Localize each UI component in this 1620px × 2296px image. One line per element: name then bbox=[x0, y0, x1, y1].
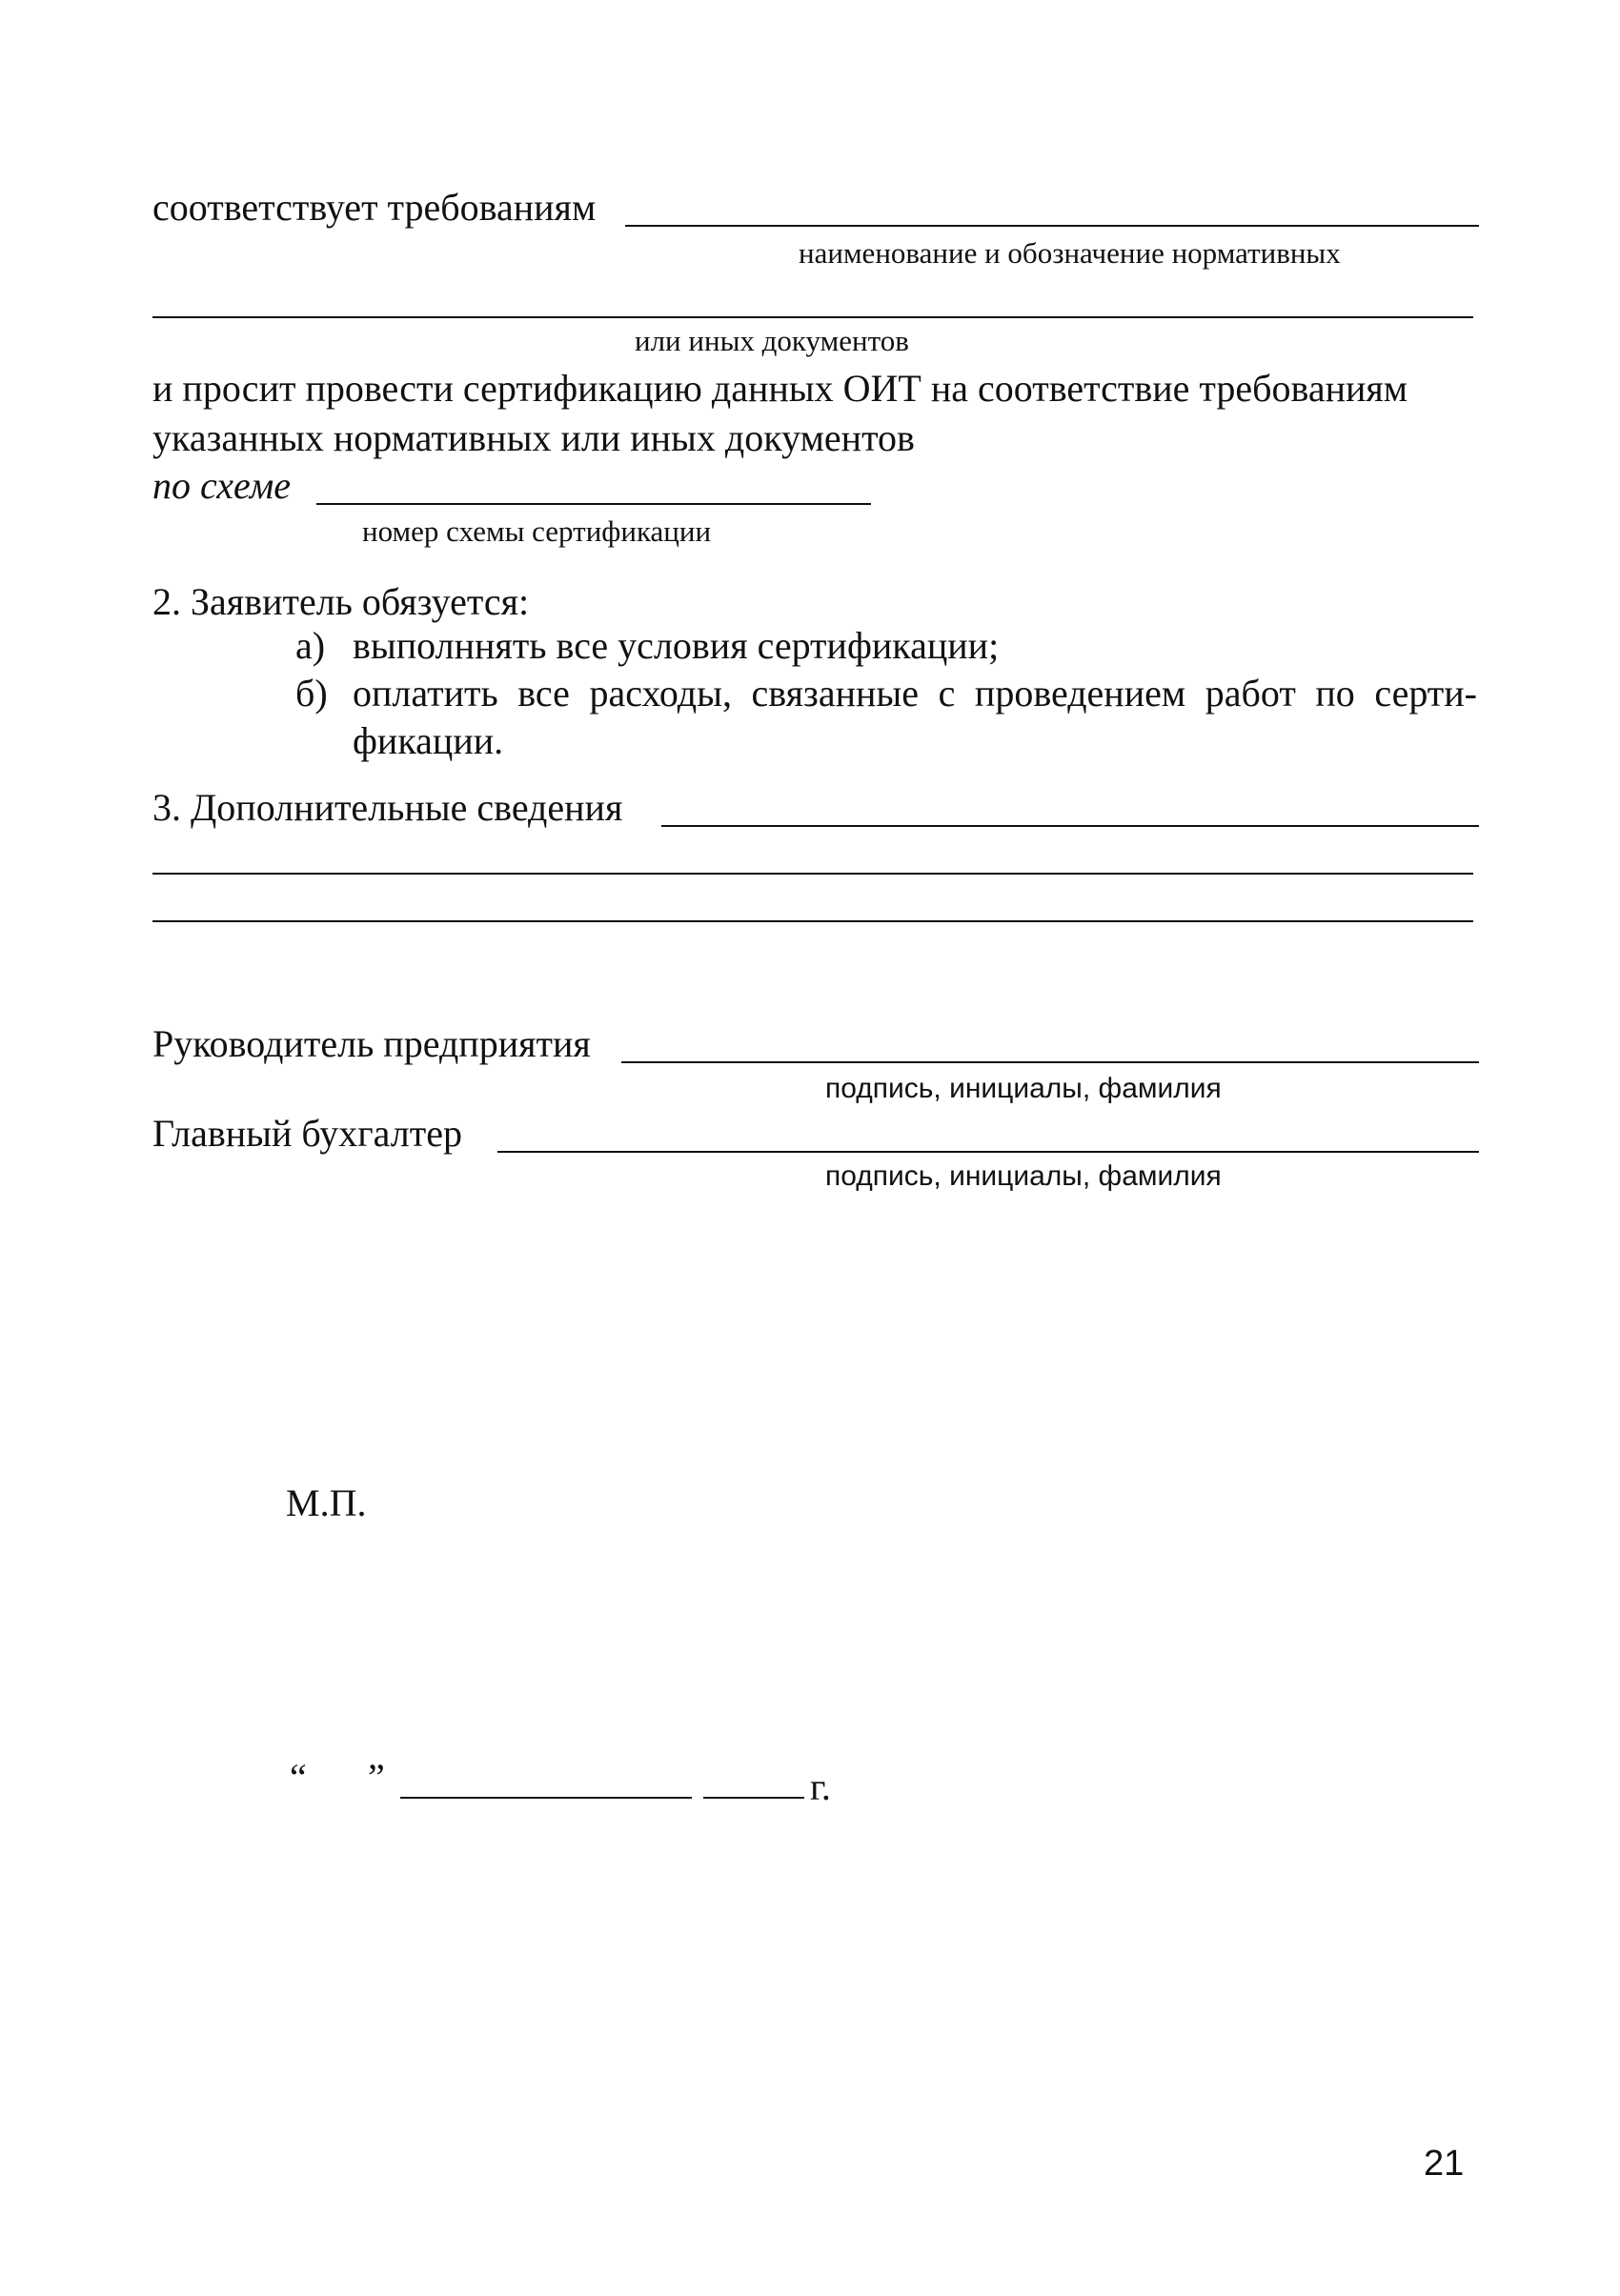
seal-placeholder-label: М.П. bbox=[286, 1481, 367, 1524]
date-year-suffix: г. bbox=[810, 1765, 831, 1808]
obligation-a-text: выполннять все условия сертификации; bbox=[353, 624, 1000, 667]
normative-docs-field-line-2[interactable] bbox=[152, 316, 1473, 318]
accountant-label: Главный бухгалтер bbox=[152, 1112, 462, 1155]
director-signature-caption: подпись, инициалы, фамилия bbox=[825, 1073, 1222, 1104]
scheme-number-field-line[interactable] bbox=[316, 503, 871, 505]
date-close-quote: ” bbox=[368, 1756, 385, 1799]
compliance-lead-text: соответствует требованиям bbox=[152, 186, 597, 229]
obligation-a-marker: а) bbox=[295, 624, 326, 667]
scheme-label: по схеме bbox=[152, 464, 292, 507]
request-text-line-2: указанных нормативных или иных документов bbox=[152, 416, 915, 459]
scheme-number-caption: номер схемы сертификации bbox=[362, 514, 712, 548]
normative-docs-field-line-1[interactable] bbox=[625, 225, 1479, 227]
director-signature-field-line[interactable] bbox=[621, 1061, 1479, 1063]
date-month-field-line[interactable] bbox=[400, 1797, 692, 1799]
obligation-b-continuation: фикации. bbox=[353, 719, 504, 762]
obligation-b-marker: б) bbox=[295, 672, 328, 715]
date-year-field-line[interactable] bbox=[703, 1797, 804, 1799]
request-text-line-1: и просит провести сертификацию данных ОИТ на соответствие требованиям bbox=[152, 367, 1408, 410]
director-label: Руководитель предприятия bbox=[152, 1022, 591, 1065]
date-open-quote: “ bbox=[290, 1756, 307, 1799]
additional-info-field-line-2[interactable] bbox=[152, 873, 1473, 875]
additional-info-field-line-3[interactable] bbox=[152, 920, 1473, 922]
obligation-b-text: оплатить все расходы, связанные с проведением работ по серти- bbox=[353, 672, 1477, 715]
page-number: 21 bbox=[1424, 2144, 1465, 2184]
additional-info-field-line-1[interactable] bbox=[661, 825, 1479, 827]
normative-docs-caption-top: наименование и обозначение нормативных bbox=[799, 236, 1341, 270]
accountant-signature-caption: подпись, инициалы, фамилия bbox=[825, 1160, 1222, 1192]
additional-info-heading: 3. Дополнительные сведения bbox=[152, 786, 623, 829]
accountant-signature-field-line[interactable] bbox=[497, 1151, 1479, 1153]
obligations-heading: 2. Заявитель обязуется: bbox=[152, 580, 530, 623]
normative-docs-caption-bottom: или иных документов bbox=[635, 324, 909, 357]
